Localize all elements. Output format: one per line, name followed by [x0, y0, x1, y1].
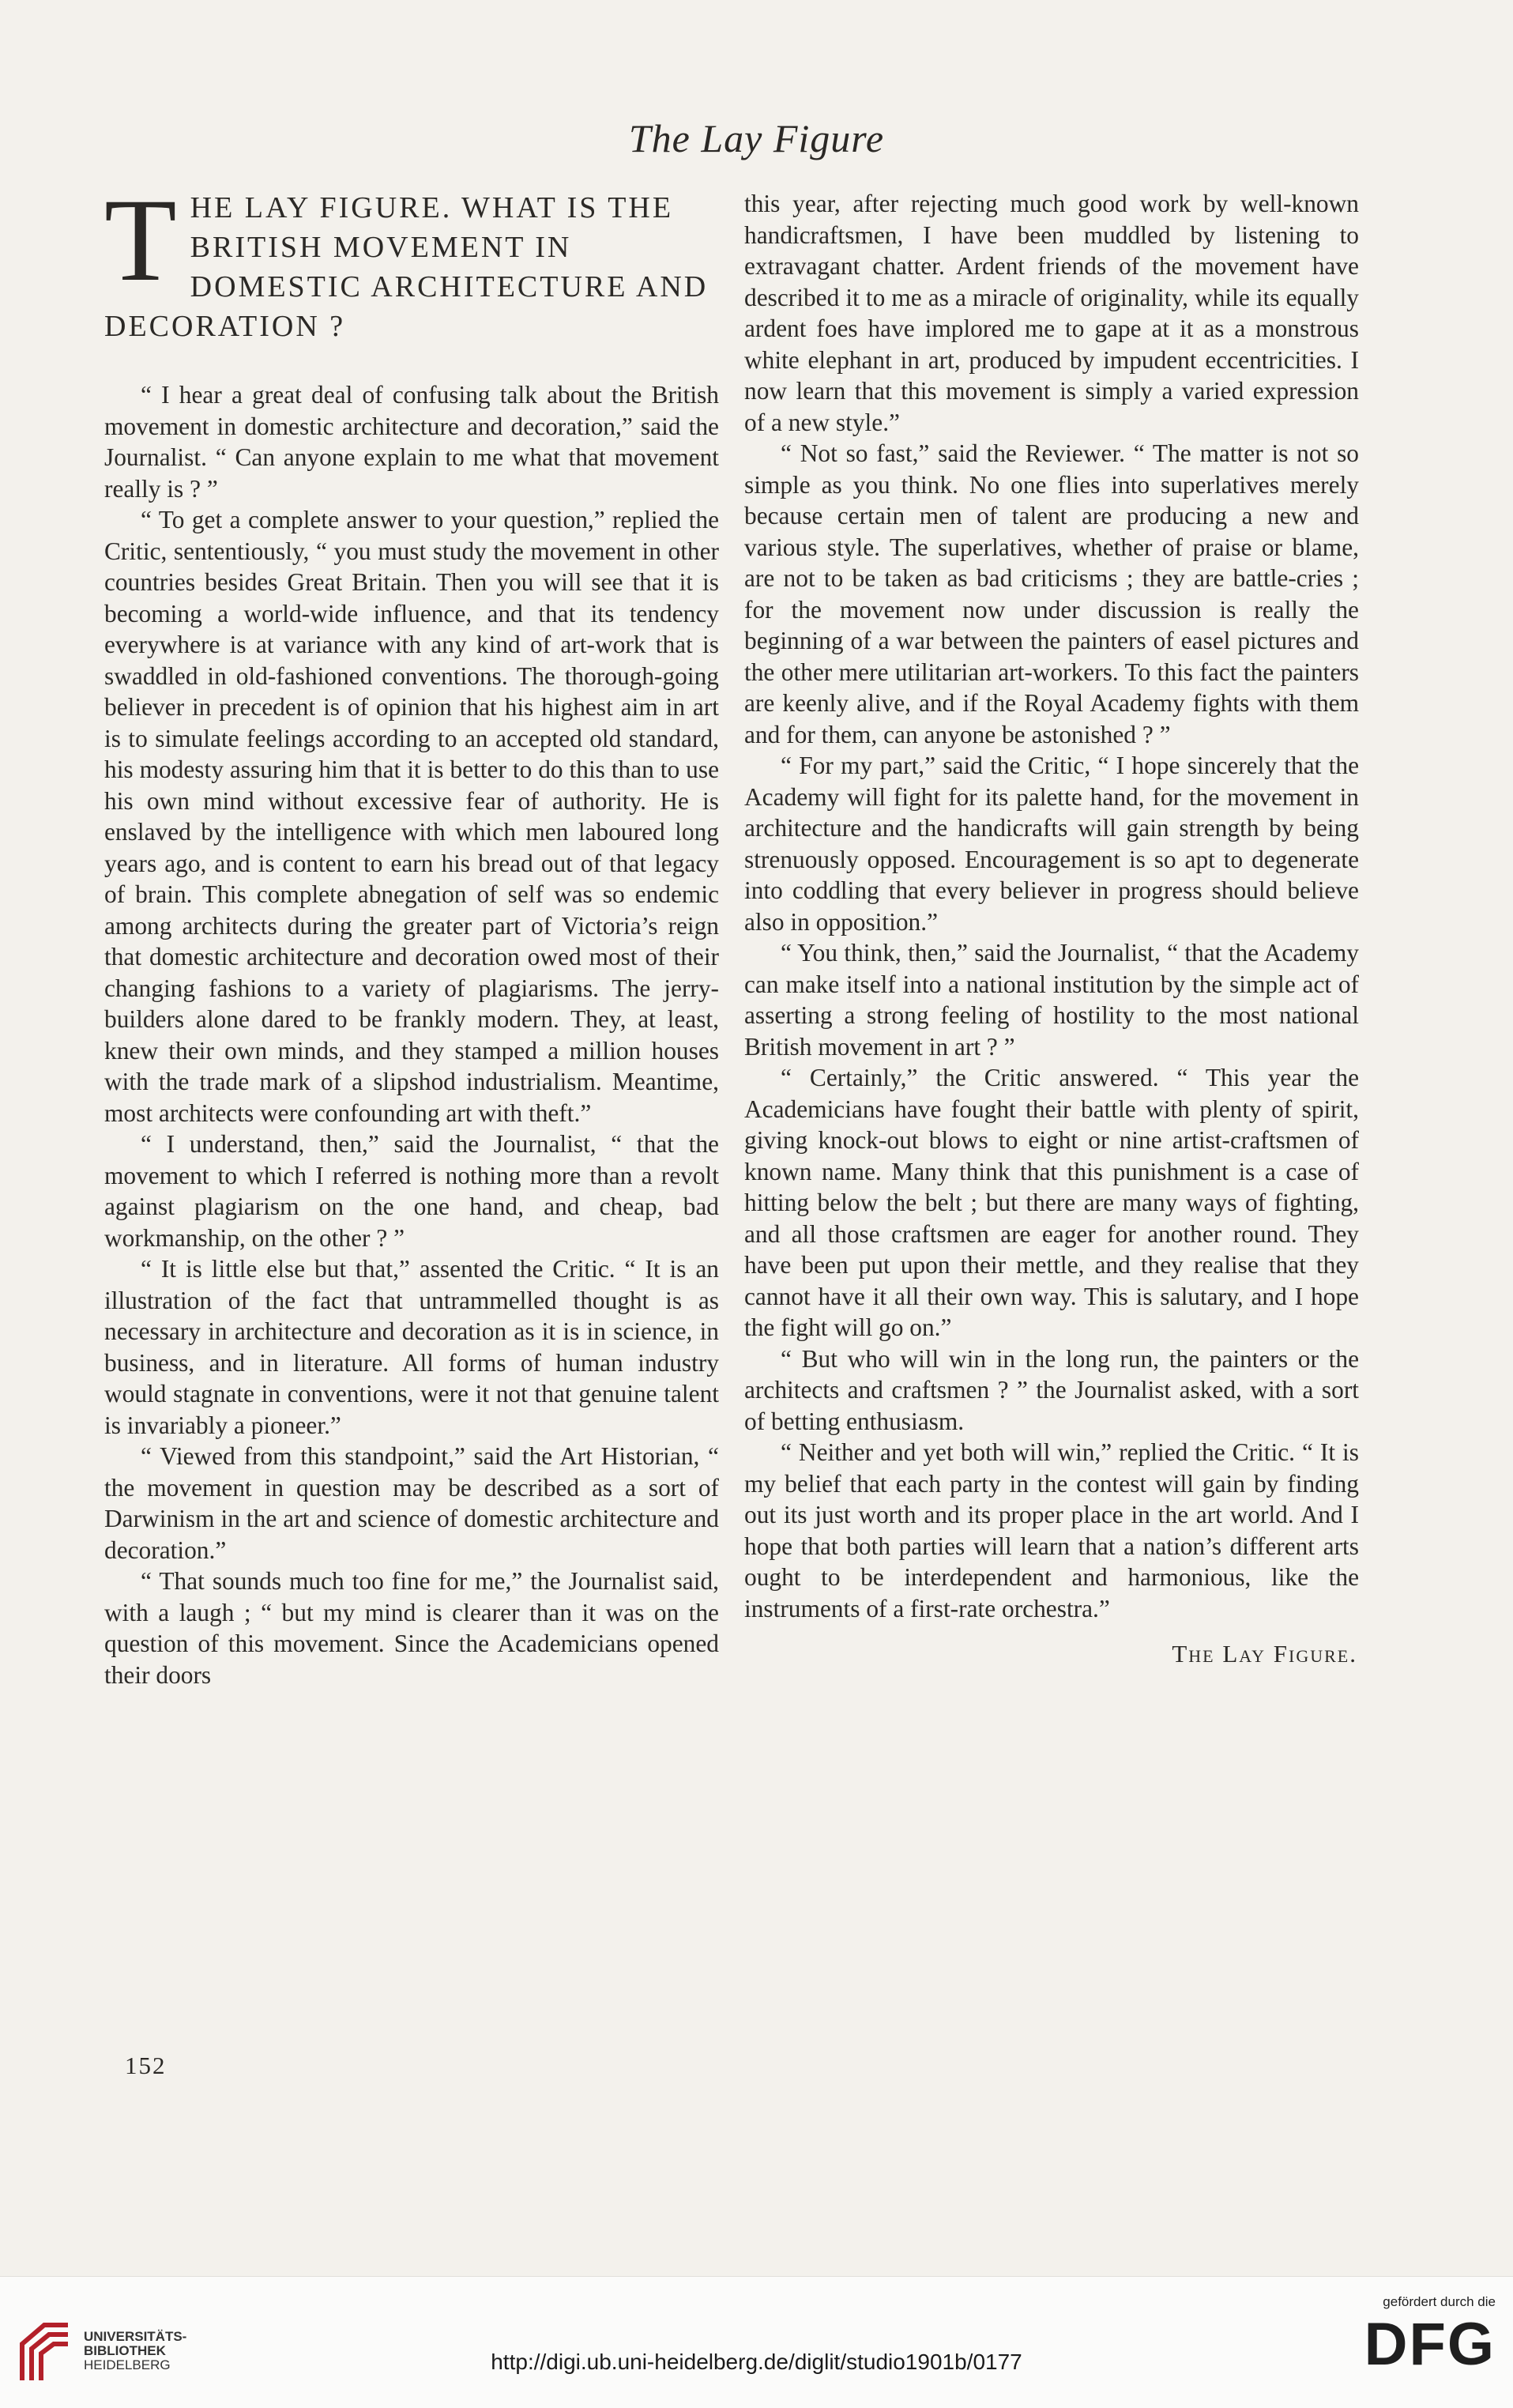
- paragraph: “ Neither and yet both will win,” replied the Critic. “ It is my belief that each party in the contest will gain by finding out its just worth and its proper place in the art world. And I hope that both parties will learn that a nation’s different arts ought to be interdependent and harmonious, like the instruments of a first-rate orchestra.”: [744, 1438, 1359, 1622]
- library-name-line-1: UNIVERSITÄTS-: [84, 2329, 187, 2344]
- paragraph: “ I hear a great deal of confusing talk about the British movement in domestic architecture and decoration,” said the Journalist. “ Can anyone explain to me what that movement really is ? ”: [104, 381, 719, 503]
- paragraph: “ Certainly,” the Critic answered. “ This year the Academicians have fought their battle with plenty of spirit, giving knock-out blows to eight or nine artist-craftsmen of known name. Many think that this punishment is a case of hitting below the belt ; but there are many ways of fighting, and all those craftsmen are eager for another round. They have been put upon their mettle, and they realise that they cannot have it all their own way. This is salutary, and I hope the fight will go on.”: [744, 1064, 1359, 1341]
- paragraph: “ It is little else but that,” assented the Critic. “ It is an illustration of the fact that untrammelled thought is as necessary in architecture and decoration as it is in science, in business, and in literature. All forms of human industry would stagnate in conventions, were it not that genuine talent is invariably a pioneer.”: [104, 1255, 719, 1439]
- paragraph: “ Viewed from this standpoint,” said the Art Historian, “ the movement in question may be described as a sort of Darwinism in the art and science of domestic architecture and decoration.”: [104, 1442, 719, 1564]
- paragraph: “ Not so fast,” said the Reviewer. “ The matter is not so simple as you think. No one flies into superlatives merely because certain men of talent are producing a new and various style. The superlatives, whether of praise or blame, are not to be taken as bad criticisms ; they are battle-cries ; for the movement now under discussion is really the beginning of a war between the painters of easel pictures and the other mere utilitarian art-workers. To this fact the painters are keenly alive, and if the Royal Academy fights with them and for them, can anyone be astonished ? ”: [744, 439, 1359, 748]
- page-number: 152: [125, 2052, 167, 2079]
- left-column: [104, 175, 719, 1690]
- headline-text: HE LAY FIGURE. WHAT IS THE BRITISH MOVEMENT IN DOMESTIC ARCHITECTURE AND DECORATION ?: [104, 191, 709, 343]
- dfg-funding-note: gefördert durch die: [1383, 2294, 1496, 2309]
- paragraph: “ For my part,” said the Critic, “ I hope sincerely that the Academy will fight for its palette hand, for the movement in architecture and the handicrafts will gain strength by being strenuously opposed. Encouragement is so apt to degenerate into coddling that every believer in progress should believe also in opposition.”: [744, 752, 1359, 936]
- paragraph: “ But who will win in the long run, the painters or the architects and craftsmen ? ” the Journalist asked, with a sort of betting enthusiasm.: [744, 1344, 1359, 1435]
- article-headline: [104, 175, 719, 346]
- dfg-logo[interactable]: [1322, 2294, 1496, 2378]
- right-column: [744, 188, 1359, 1670]
- paragraph-continuation: this year, after rejecting much good work by well-known handicraftsmen, I have been muddled by listening to extravagant chatter. Ardent friends of the movement have described it to me as a miracle of originality, while its equally ardent foes have implored me to gape at it as a monstrous white elephant in art, produced by impudent eccentricities. I now learn that this movement is simply a varied expression of a new style.”: [744, 190, 1359, 436]
- paragraph: “ To get a complete answer to your question,” replied the Critic, sententiously, “ you must study the movement in other countries besides Great Britain. Then you will see that it is becoming a world-wide influence, and that its tendency everywhere is at variance with any kind of art-work that is swaddled in old-fashioned conventions. The thorough-going believer in precedent is of opinion that his highest aim in art is to simulate feelings according to an accepted old standard, his modesty assuring him that it is better to do this than to use his own mind without excessive fear of authority. He is enslaved by the intelligence with which men laboured long years ago, and is content to earn his bread out of that legacy of brain. This complete abnegation of self was so endemic among architects during the greater part of Victoria’s reign that domestic architecture and decoration owed most of their changing fashions to a variety of plagiarisms. The jerry-builders alone dared to be frankly modern. They, at least, knew their own minds, and they stamped a million houses with the trade mark of a slipshod industrialism. Meantime, most architects were confounding art with theft.”: [104, 506, 719, 1127]
- library-name-line-3: HEIDELBERG: [84, 2357, 171, 2372]
- library-name-line-2: BIBLIOTHEK: [84, 2343, 166, 2358]
- signature: The Lay Figure.: [1172, 1640, 1357, 1668]
- digitization-footer: [0, 2276, 1513, 2408]
- paragraph: “ I understand, then,” said the Journalist, “ that the movement to which I referred is nothing more than a revolt against plagiarism on the one hand, and cheap, bad workmanship, on the other ? ”: [104, 1130, 719, 1252]
- source-url-link[interactable]: http://digi.ub.uni-heidelberg.de/diglit/studio1901b/0177: [491, 2350, 1022, 2374]
- running-title: The Lay Figure: [628, 116, 885, 160]
- paragraph: “ That sounds much too fine for me,” the Journalist said, with a laugh ; “ but my mind is clearer than it was on the question of this movement. Since the Academicians opened their doors: [104, 1567, 719, 1689]
- drop-cap: T: [104, 175, 179, 306]
- dfg-wordmark: DFG: [1364, 2311, 1496, 2378]
- paragraph: “ You think, then,” said the Journalist, “ that the Academy can make itself into a national institution by the simple act of asserting a strong feeling of hostility to the most national British movement in art ? ”: [744, 939, 1359, 1061]
